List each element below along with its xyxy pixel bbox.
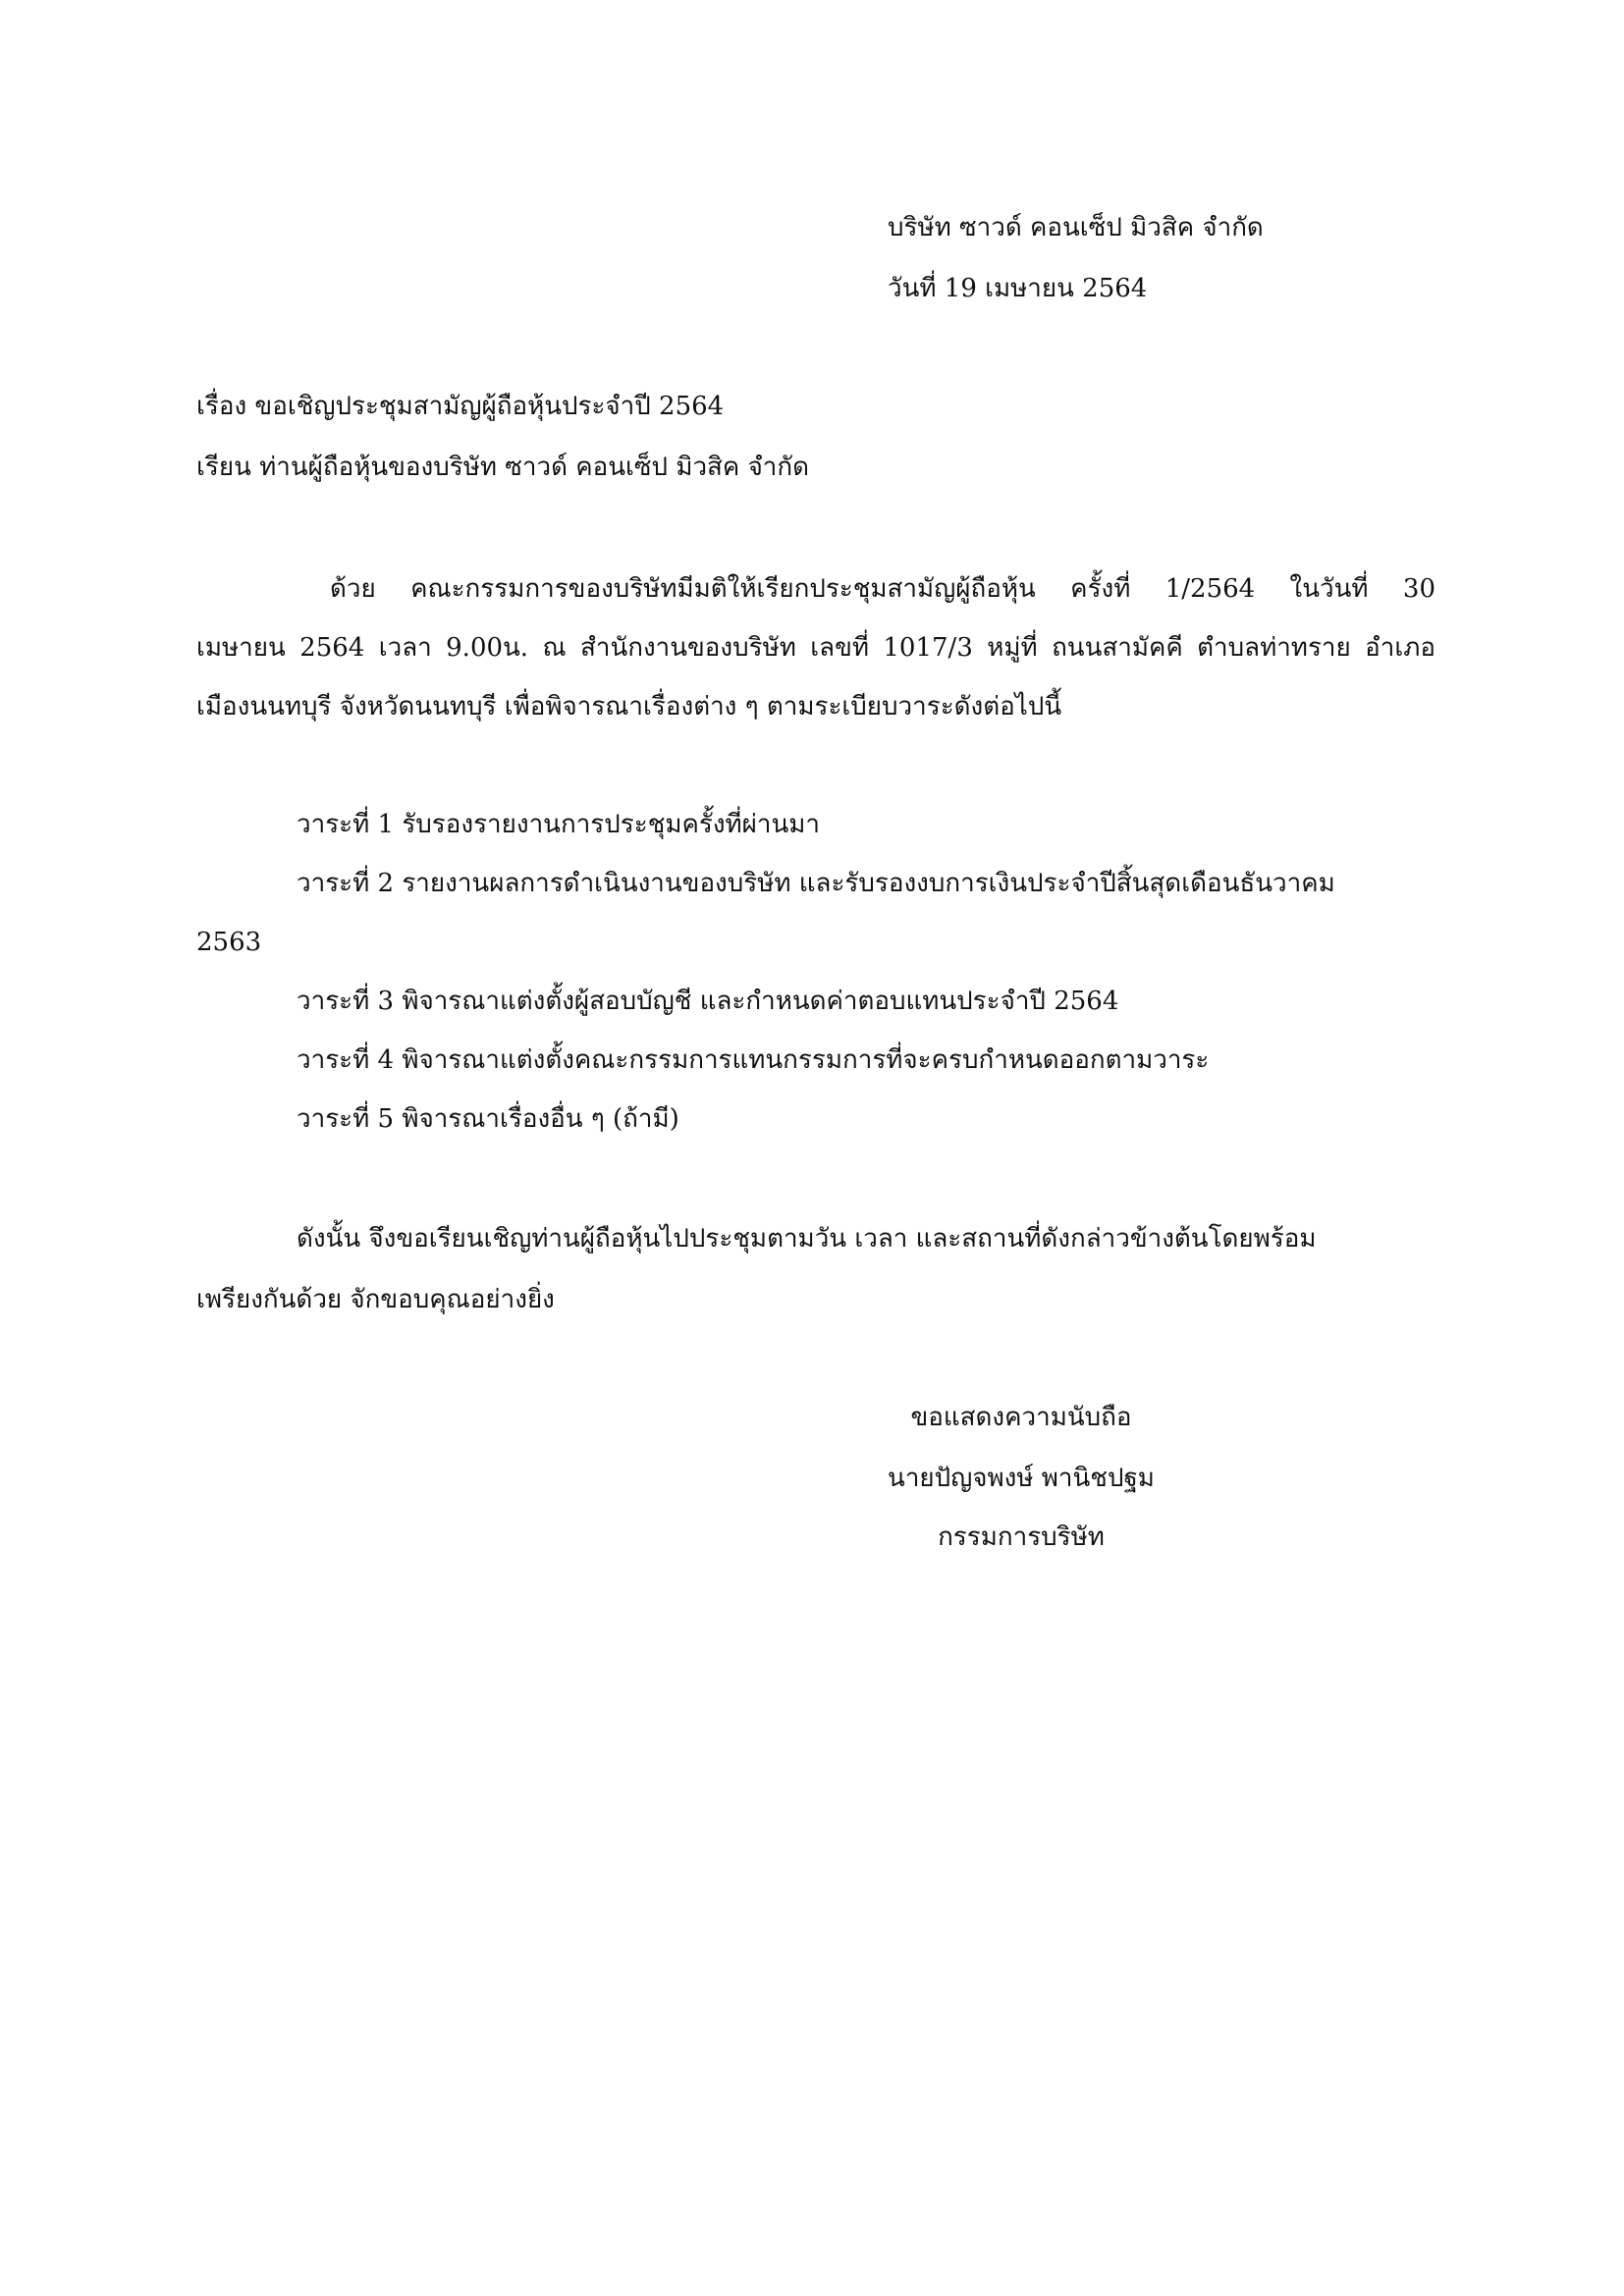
company-name: บริษัท ซาวด์ คอนเซ็ป มิวสิค จำกัด [888, 213, 1264, 242]
closing-line-2: เพรียงกันด้วย จักขอบคุณอย่างยิ่ง [196, 1285, 555, 1314]
signature-title: กรรมการบริษัท [938, 1522, 1105, 1552]
signature-name: นายปัญจพงษ์ พานิชปฐม [888, 1464, 1155, 1493]
closing-line-1: ดังนั้น จึงขอเรียนเชิญท่านผู้ถือหุ้นไปประชุมตามวัน เวลา และสถานที่ดังกล่าวข้างต้นโดยพร้อม [297, 1224, 1317, 1254]
signature-salutation: ขอแสดงความนับถือ [910, 1403, 1132, 1432]
agenda-item-2: วาระที่ 2 รายงานผลการดำเนินงานของบริษัท และรับรองงบการเงินประจำปีสิ้นสุดเดือนธันวาคม [297, 869, 1335, 898]
intro-line-2: เมษายน 2564 เวลา 9.00น. ณ สำนักงานของบริษัท เลขที่ 1017/3 หมู่ที่ ถนนสามัคคี ตำบลท่าทราย อำเภอ [196, 633, 1435, 663]
agenda-item-1: วาระที่ 1 รับรองรายงานการประชุมครั้งที่ผ่านมา [297, 810, 821, 839]
agenda-item-5: วาระที่ 5 พิจารณาเรื่องอื่น ๆ (ถ้ามี) [297, 1104, 679, 1134]
agenda-item-2-continued: 2563 [196, 928, 262, 957]
letter-date: วันที่ 19 เมษายน 2564 [888, 274, 1148, 303]
agenda-item-3: วาระที่ 3 พิจารณาแต่งตั้งผู้สอบบัญชี และกำหนดค่าตอบแทนประจำปี 2564 [297, 987, 1119, 1016]
intro-line-1: ด้วย คณะกรรมการของบริษัทมีมติให้เรียกประชุมสามัญผู้ถือหุ้น ครั้งที่ 1/2564 ในวันที่ 30 [330, 574, 1435, 604]
intro-line-3: เมืองนนทบุรี จังหวัดนนทบุรี เพื่อพิจารณาเรื่องต่าง ๆ ตามระเบียบวาระดังต่อไปนี้ [196, 692, 1062, 721]
letter-addressee: เรียน ท่านผู้ถือหุ้นของบริษัท ซาวด์ คอนเซ็ป มิวสิค จำกัด [196, 453, 810, 482]
letter-subject: เรื่อง ขอเชิญประชุมสามัญผู้ถือหุ้นประจำปี 2564 [196, 392, 725, 421]
agenda-item-4: วาระที่ 4 พิจารณาแต่งตั้งคณะกรรมการแทนกรรมการที่จะครบกำหนดออกตามวาระ [297, 1045, 1210, 1075]
